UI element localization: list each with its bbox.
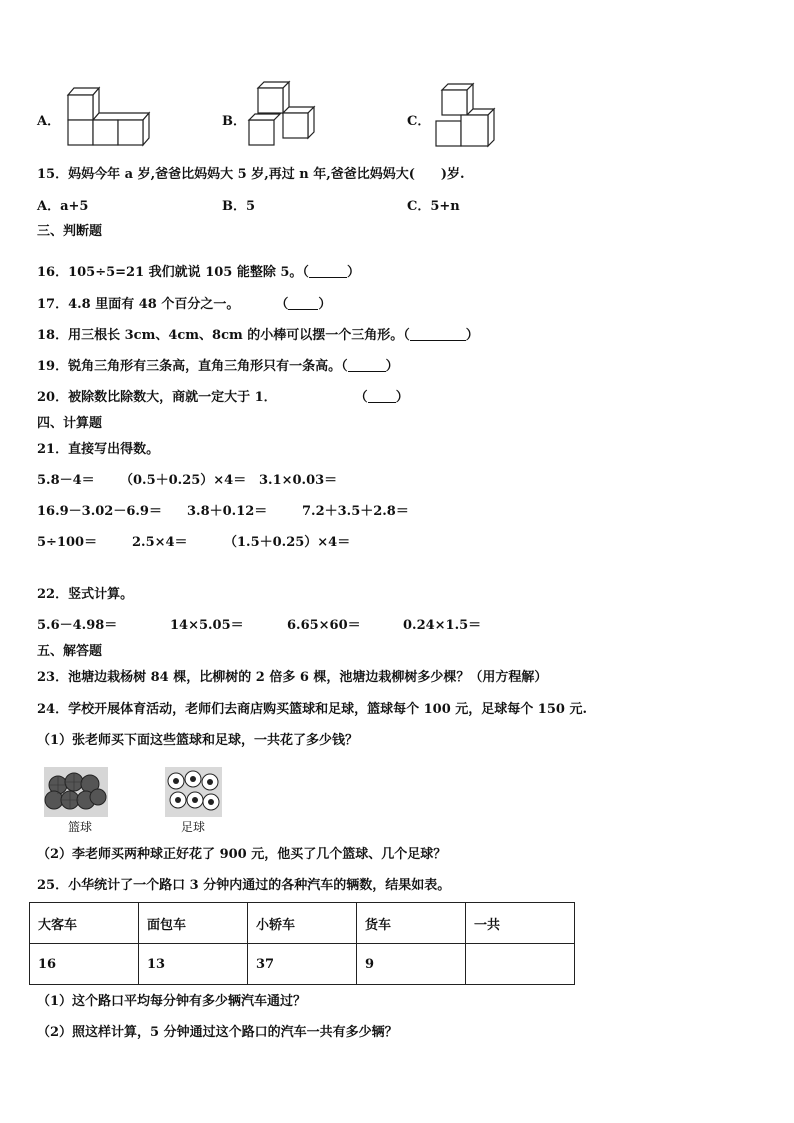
q20-close: ） (395, 390, 409, 405)
football-label: 足球 (181, 820, 206, 834)
table-header-row (30, 903, 575, 944)
option-a-label: A． (37, 114, 61, 129)
table-header-cell: 货车 (357, 903, 466, 944)
question-25-part-2: （2）照这样计算，5 分钟通过这个路口的汽车一共有多少辆？ (37, 1025, 398, 1040)
q22-item: 6.65×60＝ (287, 618, 361, 633)
section-4-heading: 四、计算题 (37, 416, 103, 431)
q22-item: 14×5.05＝ (170, 618, 244, 633)
table-cell: 9 (357, 944, 466, 985)
q15-option-c: C．5+n (407, 199, 460, 214)
section-5-heading: 五、解答题 (37, 644, 103, 659)
q21-item: 5.8－4＝ (37, 473, 95, 488)
section-3-heading: 三、判断题 (37, 224, 103, 239)
football-image (165, 767, 222, 817)
question-17 (37, 296, 331, 313)
q18-text: 18．用三根长 3cm、4cm、8cm 的小棒可以摆一个三角形。（ (37, 328, 410, 343)
option-a-cube-figure (62, 85, 154, 149)
table-header-cell: 大客车 (30, 903, 139, 944)
q15-option-a: A．a+5 (37, 199, 89, 214)
question-23: 23．池塘边栽杨树 84 棵，比柳树的 2 倍多 6 棵，池塘边栽柳树多少棵？（用方程解） (37, 670, 548, 685)
table-cell: 13 (139, 944, 248, 985)
q19-close: ） (385, 359, 399, 374)
q16-answer-blank[interactable] (309, 264, 347, 278)
option-b-label: B． (222, 114, 246, 129)
q22-item: 0.24×1.5＝ (403, 618, 482, 633)
table-header-cell: 小轿车 (248, 903, 357, 944)
table-header-cell: 一共 (466, 903, 575, 944)
table-header-cell: 面包车 (139, 903, 248, 944)
table-cell: 16 (30, 944, 139, 985)
question-24-part-2: （2）李老师买两种球正好花了 900 元，他买了几个篮球、几个足球？ (37, 847, 447, 862)
basketball-label: 篮球 (68, 820, 93, 834)
q21-item: 3.1×0.03＝ (259, 473, 338, 488)
q15-option-b: B．5 (222, 199, 256, 214)
option-c-label: C． (407, 114, 431, 129)
q21-item: （1.5＋0.25）×4＝ (224, 535, 351, 550)
q22-item: 5.6－4.98＝ (37, 618, 118, 633)
question-25-part-1: （1）这个路口平均每分钟有多少辆汽车通过？ (37, 994, 307, 1009)
option-c-cube-figure (432, 82, 498, 150)
question-24-part-1: （1）张老师买下面这些篮球和足球，一共花了多少钱？ (37, 733, 359, 748)
q18-close: ） (465, 328, 479, 343)
q20-open: （ (354, 390, 368, 405)
q21-item: 2.5×4＝ (132, 535, 188, 550)
q17-close: ） (318, 297, 332, 312)
q21-item: （0.5＋0.25）×4＝ (120, 473, 247, 488)
car-count-table (29, 902, 575, 985)
q18-answer-blank[interactable] (410, 327, 466, 341)
question-25: 25．小华统计了一个路口 3 分钟内通过的各种汽车的辆数，结果如表。 (37, 878, 451, 893)
question-19 (37, 358, 399, 375)
q19-text: 19．锐角三角形有三条高，直角三角形只有一条高。（ (37, 359, 348, 374)
basketball-image (44, 767, 108, 817)
option-b-cube-figure (246, 80, 320, 150)
q21-item: 7.2＋3.5＋2.8＝ (302, 504, 409, 519)
question-16 (37, 264, 360, 281)
question-15: 15．妈妈今年 a 岁,爸爸比妈妈大 5 岁,再过 n 年,爸爸比妈妈大( )岁. (37, 167, 465, 182)
question-22-title: 22．竖式计算。 (37, 587, 134, 602)
q21-item: 3.8＋0.12＝ (187, 504, 268, 519)
q16-close: ） (346, 265, 360, 280)
q20-answer-blank[interactable] (368, 389, 396, 403)
q17-open: （ (275, 297, 289, 312)
table-cell: 37 (248, 944, 357, 985)
q17-answer-blank[interactable] (288, 296, 318, 310)
table-cell-total-blank[interactable] (466, 944, 575, 985)
question-24: 24．学校开展体育活动，老师们去商店购买篮球和足球，篮球每个 100 元，足球每个 150 元. (37, 702, 587, 717)
q16-text: 16．105÷5=21 我们就说 105 能整除 5。（ (37, 265, 309, 280)
question-21-title: 21．直接写出得数。 (37, 442, 160, 457)
q17-text: 17．4.8 里面有 48 个百分之一。 (37, 297, 240, 312)
q19-answer-blank[interactable] (348, 358, 386, 372)
q21-item: 16.9－3.02－6.9＝ (37, 504, 162, 519)
question-20 (37, 389, 409, 406)
table-row (30, 944, 575, 985)
question-18 (37, 327, 479, 344)
q21-item: 5÷100＝ (37, 535, 98, 550)
q20-text: 20．被除数比除数大，商就一定大于 1． (37, 390, 277, 405)
